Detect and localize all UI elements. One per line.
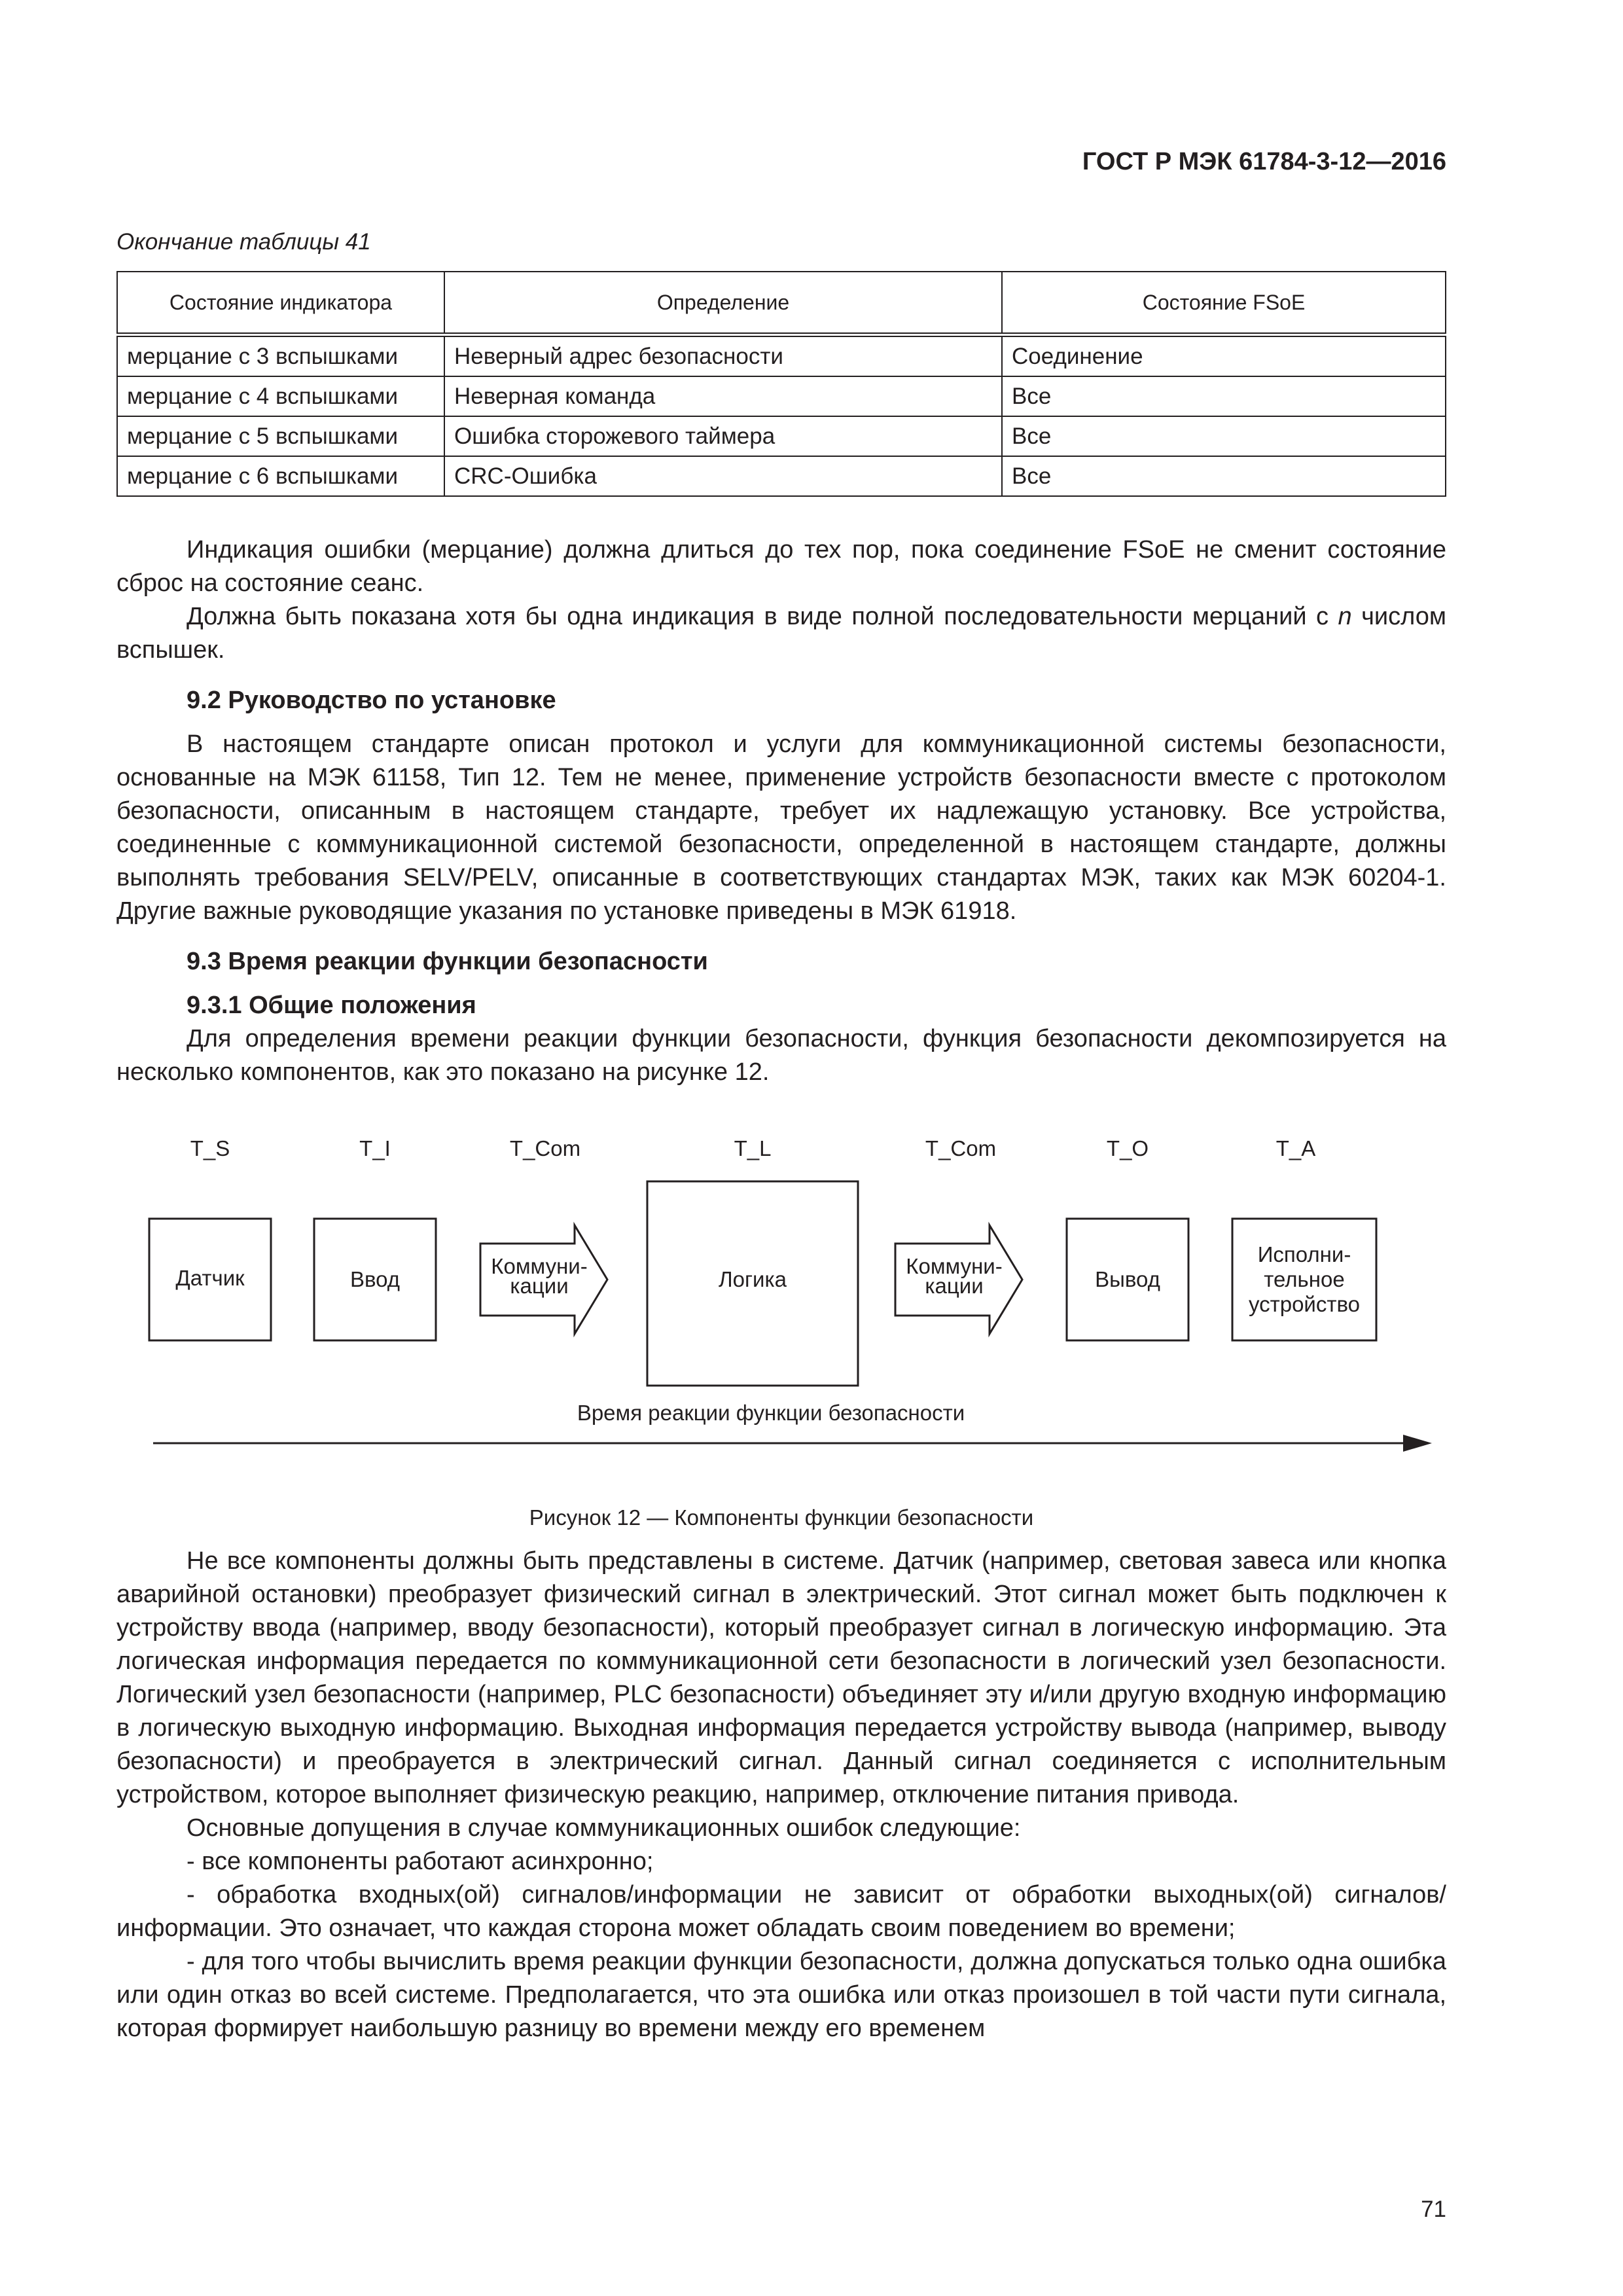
paragraph: Не все компоненты должны быть представлены в системе. Датчик (например, световая завеса или кнопка аварийной остановки) преобразует физический сигнал в электрический. Этот сигнал может быть подключен к устройству ввода (например, вводу безопасности), который преобразует сигнал в логическую информацию. Эта логическая информация передается по коммуникационной сети безопасности в логический узел безопасности. Логический узел безопасности (например, PLC безопасности) объединяет эту и/или другую входную информацию в логическую выходную информацию. Выходная информация передается устройству вывода (например, выводу безопасности) и преобрауется в электрический сигнал. Данный сигнал соединяется с исполнительным устройством, которое выполняет физическую реакцию, например, отключение питания привода.	[116, 1547, 1446, 1808]
section-heading-9-2: 9.2 Руководство по установке	[187, 687, 556, 714]
label-t-com-1: T_Com	[509, 1136, 581, 1160]
comm-label-2	[895, 1254, 1013, 1299]
table-header-row	[117, 272, 1446, 335]
section-heading-9-3: 9.3 Время реакции функции безопасности	[187, 948, 708, 975]
comm-label-line: кации	[925, 1274, 984, 1298]
list-item: - для того чтобы вычислить время реакции функции безопасности, должна допускаться только одна ошибка или один отказ во всей системе. Предполагается, что эта ошибка или отказ произошел в той части пути сигнала, которая формирует наибольшую разницу во времени между его временем	[116, 1948, 1446, 2042]
indicator-table	[116, 271, 1446, 497]
paragraph	[116, 600, 1446, 667]
actuator-label	[1232, 1242, 1376, 1317]
table-cell: Соединение	[1002, 335, 1446, 377]
paragraph: Для определения времени реакции функции безопасности, функция безопасности декомпозируется на несколько компонентов, как это показано на рисунке 12.	[116, 1025, 1446, 1086]
paragraph: Основные допущения в случае коммуникационных ошибок следующие:	[187, 1814, 1021, 1842]
paragraph: Индикация ошибки (мерцание) должна длиться до тех пор, пока соединение FSoE не сменит состояние сброс на состояние сеанс.	[116, 536, 1446, 597]
table-cell: CRC-Ошибка	[444, 456, 1002, 496]
page-number: 71	[1421, 2197, 1446, 2222]
body-text-upper	[116, 533, 1446, 1089]
table-cell: Все	[1002, 416, 1446, 456]
table-cell: мерцание с 6 вспышками	[117, 456, 444, 496]
table-cell: Неверная команда	[444, 376, 1002, 416]
label-t-s: T_S	[190, 1136, 230, 1160]
variable-n: n	[1338, 603, 1352, 630]
column-header: Состояние FSoE	[1002, 272, 1446, 335]
input-label: Ввод	[349, 1267, 401, 1291]
label-t-l: T_L	[734, 1136, 772, 1160]
list-item: - все компоненты работают асинхронно;	[187, 1848, 654, 1875]
comm-label-line: Коммуни-	[906, 1254, 1003, 1278]
section-heading-9-3-1: 9.3.1 Общие положения	[187, 992, 476, 1019]
table-cell: Все	[1002, 456, 1446, 496]
paragraph: В настоящем стандарте описан протокол и услуги для коммуникационной системы безопасности, основанные на МЭК 61158, Тип 12. Тем не менее, применение устройств безопасности вместе с протоколом безопасности, описанным в настоящем стандарте, требует их надлежащую установку. Все устройства, соединенные с коммуникационной системой безопасности, определенной в настоящем стандарте, должны выполнять требования SELV/PELV, описанные в соответствующих стандартах МЭК, таких как МЭК 60204-1. Другие важные руководящие указания по установке приведены в МЭК 61918.	[116, 730, 1446, 925]
table-cell: Ошибка сторожевого таймера	[444, 416, 1002, 456]
table-row	[117, 376, 1446, 416]
actuator-label-line: тельное	[1264, 1267, 1345, 1291]
figure-12	[116, 1126, 1446, 1492]
column-header: Определение	[444, 272, 1002, 335]
standard-header: ГОСТ Р МЭК 61784-3-12—2016	[1082, 148, 1446, 175]
table-cell: мерцание с 5 вспышками	[117, 416, 444, 456]
table-cell: мерцание с 3 вспышками	[117, 335, 444, 377]
sensor-label: Датчик	[175, 1266, 245, 1290]
timeline-label: Время реакции функции безопасности	[577, 1401, 965, 1425]
paragraph-text: Должна быть показана хотя бы одна индикация в виде полной последовательности мерцаний с	[187, 603, 1338, 630]
logic-label: Логика	[719, 1267, 787, 1291]
table-row	[117, 335, 1446, 377]
table-caption: Окончание таблицы 41	[116, 229, 371, 255]
figure-caption: Рисунок 12 — Компоненты функции безопасности	[529, 1505, 1034, 1530]
actuator-label-line: Исполни-	[1257, 1242, 1351, 1266]
table-cell: Все	[1002, 376, 1446, 416]
table-cell: Неверный адрес безопасности	[444, 335, 1002, 377]
comm-label-line: кации	[510, 1274, 569, 1298]
label-t-i: T_I	[359, 1136, 391, 1160]
label-t-a: T_A	[1275, 1136, 1316, 1160]
label-t-o: T_O	[1106, 1136, 1149, 1160]
comm-label-1	[480, 1254, 598, 1299]
column-header: Состояние индикатора	[117, 272, 444, 335]
paragraph-text: числом вспышек.	[116, 603, 1446, 664]
table-row	[117, 456, 1446, 496]
timeline-arrowhead	[1403, 1435, 1432, 1452]
table-cell: мерцание с 4 вспышками	[117, 376, 444, 416]
body-text-lower	[116, 1545, 1446, 2045]
label-t-com-2: T_Com	[925, 1136, 997, 1160]
comm-label-line: Коммуни-	[491, 1254, 588, 1278]
actuator-label-line: устройство	[1248, 1292, 1360, 1316]
table-row	[117, 416, 1446, 456]
output-label: Вывод	[1095, 1267, 1160, 1291]
list-item: - обработка входных(ой) сигналов/информации не зависит от обработки выходных(ой) сигналов/информации. Это означает, что каждая сторона может обладать своим поведением во времени;	[116, 1881, 1446, 1942]
